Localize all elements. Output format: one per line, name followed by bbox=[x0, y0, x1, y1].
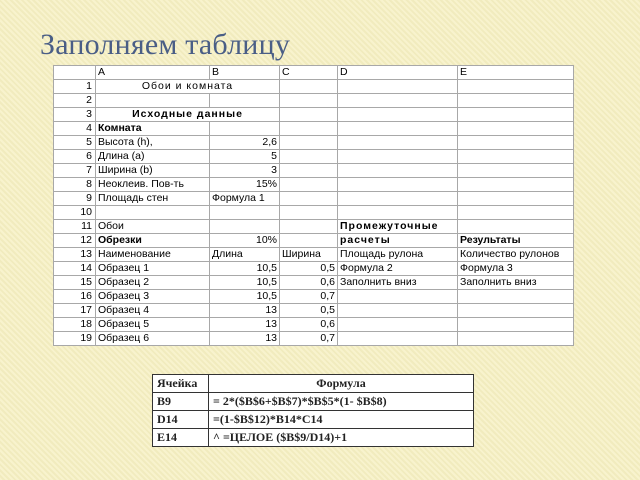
cell-d-15[interactable]: Заполнить вниз bbox=[338, 276, 458, 290]
cell-c-8[interactable] bbox=[280, 178, 338, 192]
sheet-row bbox=[54, 276, 574, 290]
row-header[interactable]: 1 bbox=[54, 80, 96, 94]
cell-b-18[interactable]: 13 bbox=[210, 318, 280, 332]
cell-d-13[interactable]: Площадь рулона bbox=[338, 248, 458, 262]
formula-cell-ref: B9 bbox=[153, 393, 209, 411]
formula-header-cell: Ячейка bbox=[153, 375, 209, 393]
column-header-e[interactable]: E bbox=[458, 66, 574, 80]
sheet-row bbox=[54, 136, 574, 150]
sheet-row bbox=[54, 262, 574, 276]
cell-c-2[interactable] bbox=[280, 94, 338, 108]
cell-e-10[interactable] bbox=[458, 206, 574, 220]
cell-e-15[interactable]: Заполнить вниз bbox=[458, 276, 574, 290]
row-header[interactable]: 17 bbox=[54, 304, 96, 318]
cell-a-15[interactable]: Образец 2 bbox=[96, 276, 210, 290]
cell-d-6[interactable] bbox=[338, 150, 458, 164]
sheet-row bbox=[54, 332, 574, 346]
cell-a-6[interactable]: Длина (a) bbox=[96, 150, 210, 164]
cell-d-4[interactable] bbox=[338, 122, 458, 136]
cell-c-17[interactable]: 0,5 bbox=[280, 304, 338, 318]
cell-a-16[interactable]: Образец 3 bbox=[96, 290, 210, 304]
column-header-a[interactable]: A bbox=[96, 66, 210, 80]
cell-c-1[interactable] bbox=[280, 80, 338, 94]
cell-b-16[interactable]: 10,5 bbox=[210, 290, 280, 304]
sheet-row bbox=[54, 220, 574, 234]
cell-a-14[interactable]: Образец 1 bbox=[96, 262, 210, 276]
cell-d-14[interactable]: Формула 2 bbox=[338, 262, 458, 276]
sheet-row bbox=[54, 234, 574, 248]
cell-d-16[interactable] bbox=[338, 290, 458, 304]
cell-a-1[interactable]: Обои и комната bbox=[96, 80, 280, 94]
cell-a-3[interactable]: Исходные данные bbox=[96, 108, 280, 122]
formula-cell-ref: D14 bbox=[153, 411, 209, 429]
cell-b-4[interactable] bbox=[210, 122, 280, 136]
row-header[interactable]: 12 bbox=[54, 234, 96, 248]
row-header[interactable]: 3 bbox=[54, 108, 96, 122]
cell-c-12[interactable] bbox=[280, 234, 338, 248]
cell-b-2[interactable] bbox=[210, 94, 280, 108]
row-header[interactable]: 14 bbox=[54, 262, 96, 276]
row-header[interactable]: 2 bbox=[54, 94, 96, 108]
cell-e-11[interactable] bbox=[458, 220, 574, 234]
cell-d-3[interactable] bbox=[338, 108, 458, 122]
cell-e-13[interactable]: Количество рулонов bbox=[458, 248, 574, 262]
cell-e-6[interactable] bbox=[458, 150, 574, 164]
cell-c-6[interactable] bbox=[280, 150, 338, 164]
cell-e-1[interactable] bbox=[458, 80, 574, 94]
cell-b-6[interactable]: 5 bbox=[210, 150, 280, 164]
cell-e-3[interactable] bbox=[458, 108, 574, 122]
cell-b-7[interactable]: 3 bbox=[210, 164, 280, 178]
sheet-row bbox=[54, 206, 574, 220]
cell-c-19[interactable]: 0,7 bbox=[280, 332, 338, 346]
cell-e-4[interactable] bbox=[458, 122, 574, 136]
cell-e-8[interactable] bbox=[458, 178, 574, 192]
cell-c-15[interactable]: 0,6 bbox=[280, 276, 338, 290]
row-header[interactable]: 16 bbox=[54, 290, 96, 304]
cell-e-12[interactable]: Результаты bbox=[458, 234, 574, 248]
cell-c-4[interactable] bbox=[280, 122, 338, 136]
sheet-row bbox=[54, 248, 574, 262]
cell-e-14[interactable]: Формула 3 bbox=[458, 262, 574, 276]
cell-b-12[interactable]: 10% bbox=[210, 234, 280, 248]
sheet-row bbox=[54, 122, 574, 136]
cell-d-18[interactable] bbox=[338, 318, 458, 332]
cell-c-3[interactable] bbox=[280, 108, 338, 122]
row-header[interactable]: 8 bbox=[54, 178, 96, 192]
column-header-c[interactable]: C bbox=[280, 66, 338, 80]
formula-text: = 2*($B$6+$B$7)*$B$5*(1- $B$8) bbox=[209, 393, 474, 411]
cell-a-10[interactable] bbox=[96, 206, 210, 220]
page-title: Заполняем таблицу bbox=[40, 28, 291, 61]
cell-d-10[interactable] bbox=[338, 206, 458, 220]
cell-b-10[interactable] bbox=[210, 206, 280, 220]
sheet-row bbox=[54, 164, 574, 178]
cell-a-2[interactable] bbox=[96, 94, 210, 108]
column-header-b[interactable]: B bbox=[210, 66, 280, 80]
cell-c-16[interactable]: 0,7 bbox=[280, 290, 338, 304]
cell-c-7[interactable] bbox=[280, 164, 338, 178]
row-header[interactable]: 13 bbox=[54, 248, 96, 262]
row-header[interactable]: 10 bbox=[54, 206, 96, 220]
cell-c-14[interactable]: 0,5 bbox=[280, 262, 338, 276]
cell-a-13[interactable]: Наименование bbox=[96, 248, 210, 262]
cell-b-19[interactable]: 13 bbox=[210, 332, 280, 346]
cell-b-13[interactable]: Длина bbox=[210, 248, 280, 262]
cell-d-7[interactable] bbox=[338, 164, 458, 178]
cell-d-17[interactable] bbox=[338, 304, 458, 318]
column-header-d[interactable]: D bbox=[338, 66, 458, 80]
sheet-row bbox=[54, 290, 574, 304]
cell-d-1[interactable] bbox=[338, 80, 458, 94]
spreadsheet bbox=[53, 65, 574, 346]
cell-a-11[interactable]: Обои bbox=[96, 220, 210, 234]
cell-c-9[interactable] bbox=[280, 192, 338, 206]
cell-e-9[interactable] bbox=[458, 192, 574, 206]
row-header[interactable]: 5 bbox=[54, 136, 96, 150]
formula-text: ^ =ЦЕЛОЕ ($B$9/D14)+1 bbox=[209, 429, 474, 447]
sheet-row bbox=[54, 94, 574, 108]
formula-header-formula: Формула bbox=[209, 375, 474, 393]
cell-c-5[interactable] bbox=[280, 136, 338, 150]
cell-a-5[interactable]: Высота (h), bbox=[96, 136, 210, 150]
row-header[interactable]: 19 bbox=[54, 332, 96, 346]
row-header[interactable]: 9 bbox=[54, 192, 96, 206]
corner-cell[interactable] bbox=[54, 66, 96, 80]
formula-table bbox=[152, 374, 474, 447]
cell-d-5[interactable] bbox=[338, 136, 458, 150]
cell-b-11[interactable] bbox=[210, 220, 280, 234]
cell-b-9[interactable]: Формула 1 bbox=[210, 192, 280, 206]
row-header[interactable]: 4 bbox=[54, 122, 96, 136]
cell-a-4[interactable]: Комната bbox=[96, 122, 210, 136]
cell-e-5[interactable] bbox=[458, 136, 574, 150]
cell-a-9[interactable]: Площадь стен bbox=[96, 192, 210, 206]
cell-a-19[interactable]: Образец 6 bbox=[96, 332, 210, 346]
cell-e-7[interactable] bbox=[458, 164, 574, 178]
cell-c-11[interactable] bbox=[280, 220, 338, 234]
row-header[interactable]: 11 bbox=[54, 220, 96, 234]
cell-b-17[interactable]: 13 bbox=[210, 304, 280, 318]
cell-e-19[interactable] bbox=[458, 332, 574, 346]
sheet-row bbox=[54, 178, 574, 192]
cell-c-18[interactable]: 0,6 bbox=[280, 318, 338, 332]
cell-e-17[interactable] bbox=[458, 304, 574, 318]
cell-a-8[interactable]: Неоклеив. Пов-ть bbox=[96, 178, 210, 192]
cell-b-15[interactable]: 10,5 bbox=[210, 276, 280, 290]
sheet-row bbox=[54, 150, 574, 164]
cell-a-12[interactable]: Обрезки bbox=[96, 234, 210, 248]
cell-d-9[interactable] bbox=[338, 192, 458, 206]
sheet-row bbox=[54, 108, 574, 122]
row-header[interactable]: 7 bbox=[54, 164, 96, 178]
sheet-row bbox=[54, 192, 574, 206]
cell-d-8[interactable] bbox=[338, 178, 458, 192]
row-header[interactable]: 18 bbox=[54, 318, 96, 332]
sheet-row bbox=[54, 80, 574, 94]
row-header[interactable]: 6 bbox=[54, 150, 96, 164]
cell-d-19[interactable] bbox=[338, 332, 458, 346]
cell-e-2[interactable] bbox=[458, 94, 574, 108]
cell-a-17[interactable]: Образец 4 bbox=[96, 304, 210, 318]
sheet-row bbox=[54, 318, 574, 332]
cell-b-8[interactable]: 15% bbox=[210, 178, 280, 192]
formula-text: =(1-$B$12)*B14*C14 bbox=[209, 411, 474, 429]
sheet-row bbox=[54, 304, 574, 318]
cell-d-12[interactable]: расчеты bbox=[338, 234, 458, 248]
cell-a-18[interactable]: Образец 5 bbox=[96, 318, 210, 332]
formula-cell-ref: E14 bbox=[153, 429, 209, 447]
cell-c-13[interactable]: Ширина bbox=[280, 248, 338, 262]
cell-e-18[interactable] bbox=[458, 318, 574, 332]
cell-d-11[interactable]: Промежуточные bbox=[338, 220, 458, 234]
cell-b-5[interactable]: 2,6 bbox=[210, 136, 280, 150]
cell-d-2[interactable] bbox=[338, 94, 458, 108]
cell-a-7[interactable]: Ширина (b) bbox=[96, 164, 210, 178]
row-header[interactable]: 15 bbox=[54, 276, 96, 290]
cell-c-10[interactable] bbox=[280, 206, 338, 220]
cell-e-16[interactable] bbox=[458, 290, 574, 304]
cell-b-14[interactable]: 10,5 bbox=[210, 262, 280, 276]
